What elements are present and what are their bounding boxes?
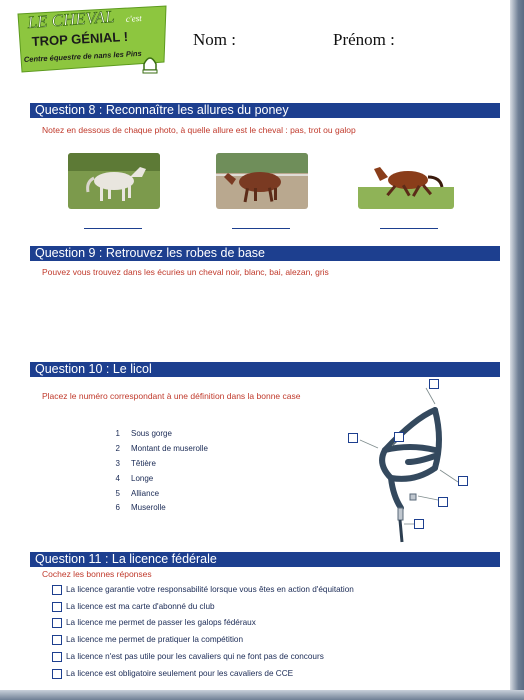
question-10-instruction: Placez le numéro correspondant à une définition dans la bonne case bbox=[42, 391, 301, 401]
answer-line-walk[interactable] bbox=[84, 228, 142, 229]
licence-option-checkbox-5[interactable] bbox=[52, 652, 62, 662]
halter-answer-box-5[interactable] bbox=[438, 497, 448, 507]
page-frame-bottom bbox=[0, 690, 524, 700]
question-9-instruction: Pouvez vous trouvez dans les écuries un cheval noir, blanc, bai, alezan, gris bbox=[42, 267, 329, 277]
halter-item-label: Muserolle bbox=[131, 503, 166, 512]
halter-item-label: Montant de muserolle bbox=[131, 444, 208, 453]
licence-option-checkbox-6[interactable] bbox=[52, 669, 62, 679]
horse-gallop-photo bbox=[358, 153, 454, 209]
halter-item-label: Sous gorge bbox=[131, 429, 172, 438]
halter-item-number: 3 bbox=[115, 459, 120, 468]
halter-item-label: Longe bbox=[131, 474, 154, 483]
halter-illustration bbox=[340, 374, 480, 550]
halter-item-number: 6 bbox=[115, 503, 120, 512]
licence-option-label: La licence garantie votre responsabilité lorsque vous êtes en action d'équitation bbox=[66, 585, 354, 594]
licence-option-checkbox-4[interactable] bbox=[52, 635, 62, 645]
question-11-title: Question 11 : La licence fédérale bbox=[30, 552, 500, 567]
answer-line-trot[interactable] bbox=[232, 228, 290, 229]
question-11-instruction: Cochez les bonnes réponses bbox=[42, 569, 152, 579]
halter-item-label: Têtière bbox=[131, 459, 156, 468]
halter-answer-box-3[interactable] bbox=[394, 432, 404, 442]
page-frame-right bbox=[510, 0, 524, 700]
licence-option-checkbox-1[interactable] bbox=[52, 585, 62, 595]
halter-item-number: 4 bbox=[115, 474, 120, 483]
licence-option-label: La licence est obligatoire seulement pour les cavaliers de CCE bbox=[66, 669, 294, 678]
svg-text:TROP GÉNIAL !: TROP GÉNIAL ! bbox=[31, 28, 129, 49]
licence-option-checkbox-2[interactable] bbox=[52, 602, 62, 612]
halter-answer-box-1[interactable] bbox=[429, 379, 439, 389]
svg-text:c'est: c'est bbox=[125, 12, 143, 24]
licence-option-label: La licence me permet de passer les galops fédéraux bbox=[66, 618, 256, 627]
halter-answer-box-6[interactable] bbox=[414, 519, 424, 529]
answer-line-gallop[interactable] bbox=[380, 228, 438, 229]
halter-item-number: 2 bbox=[115, 444, 120, 453]
licence-option-label: La licence n'est pas utile pour les cavaliers qui ne font pas de concours bbox=[66, 652, 324, 661]
question-9-title: Question 9 : Retrouvez les robes de base bbox=[30, 246, 500, 261]
halter-answer-box-2[interactable] bbox=[348, 433, 358, 443]
svg-text:LE CHEVAL: LE CHEVAL bbox=[26, 6, 116, 32]
question-8-instruction: Notez en dessous de chaque photo, à quelle allure est le cheval : pas, trot ou galop bbox=[42, 125, 356, 135]
horse-trot-photo bbox=[216, 153, 308, 209]
halter-item-number: 5 bbox=[115, 489, 120, 498]
club-logo bbox=[14, 4, 170, 78]
licence-option-label: La licence est ma carte d'abonné du club bbox=[66, 602, 215, 611]
halter-answer-box-4[interactable] bbox=[458, 476, 468, 486]
licence-option-label: La licence me permet de pratiquer la compétition bbox=[66, 635, 244, 644]
question-8-title: Question 8 : Reconnaître les allures du poney bbox=[30, 103, 500, 118]
question-10-title: Question 10 : Le licol bbox=[30, 362, 500, 377]
nom-label: Nom : bbox=[193, 30, 236, 49]
prenom-label: Prénom : bbox=[333, 30, 395, 49]
halter-item-label: Alliance bbox=[131, 489, 160, 498]
svg-text:Centre équestre de nans les Pi: Centre équestre de nans les Pins bbox=[23, 48, 142, 64]
halter-item-number: 1 bbox=[115, 429, 120, 438]
horse-walk-photo bbox=[68, 153, 160, 209]
licence-option-checkbox-3[interactable] bbox=[52, 618, 62, 628]
